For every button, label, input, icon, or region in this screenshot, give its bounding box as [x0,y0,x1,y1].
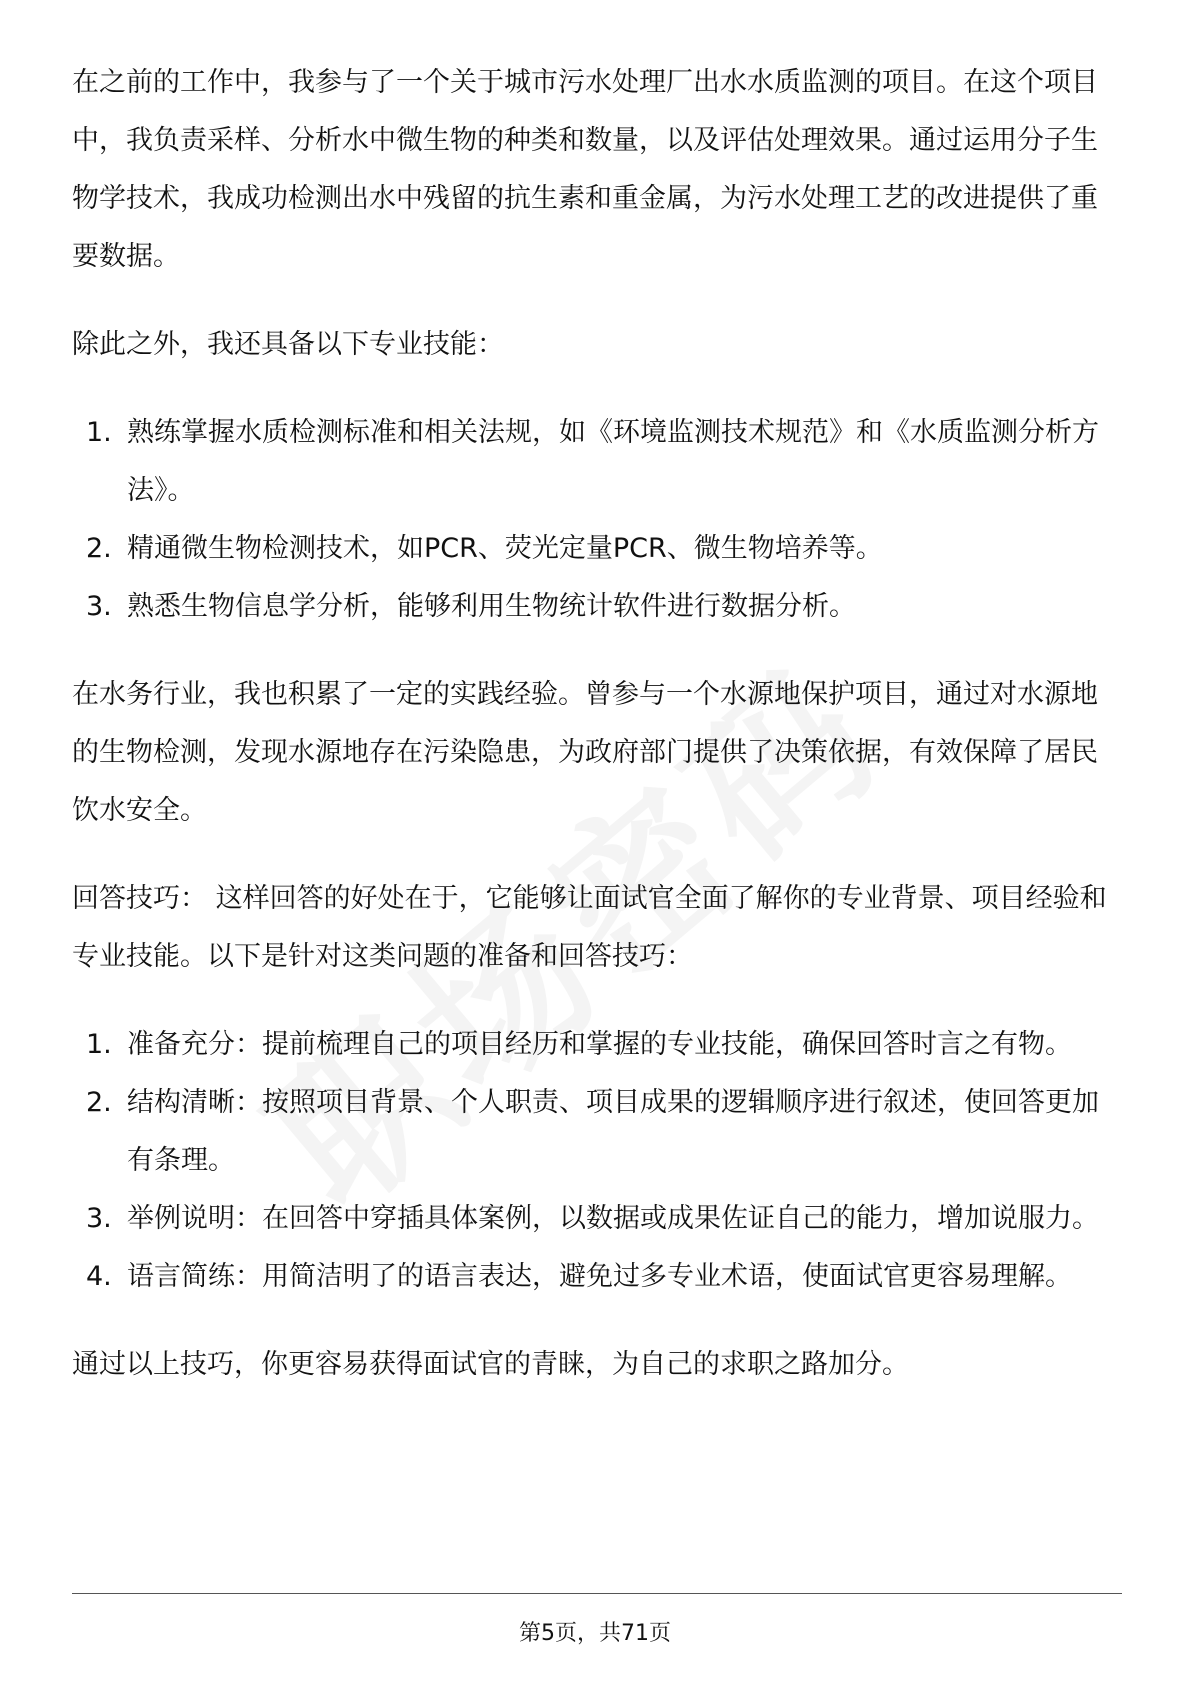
list-item-text: 熟练掌握水质检测标准和相关法规，如《环境监测技术规范》和《水质监测分析方法》。 [127,417,1099,506]
skills-list [72,404,1122,636]
list-item [72,404,1122,520]
list-item [72,1074,1122,1190]
page-content [72,54,1122,1424]
list-item [72,1190,1122,1248]
list-item-text: 熟悉生物信息学分析，能够利用生物统计软件进行数据分析。 [127,591,856,622]
list-item-text: 举例说明：在回答中穿插具体案例，以数据或成果佐证自己的能力，增加说服力。 [127,1203,1099,1234]
paragraph-conclusion: 通过以上技巧，你更容易获得面试官的青睐，为自己的求职之路加分。 [72,1349,909,1380]
list-item-number: 3. [86,1203,112,1234]
paragraph-industry-experience: 在水务行业，我也积累了一定的实践经验。曾参与一个水源地保护项目，通过对水源地的生物检测，发现水源地存在污染隐患，为政府部门提供了决策依据，有效保障了居民饮水安全。 [72,679,1098,826]
list-item [72,578,1122,636]
list-item-number: 1. [86,1029,112,1060]
list-item-text: 语言简练：用简洁明了的语言表达，避免过多专业术语，使面试官更容易理解。 [127,1261,1072,1292]
paragraph-project-experience: 在之前的工作中，我参与了一个关于城市污水处理厂出水水质监测的项目。在这个项目中，我负责采样、分析水中微生物的种类和数量，以及评估处理效果。通过运用分子生物学技术，我成功检测出水中残留的抗生素和重金属，为污水处理工艺的改进提供了重要数据。 [72,67,1098,272]
list-item-text: 精通微生物检测技术，如PCR、荧光定量PCR、微生物培养等。 [127,533,883,564]
paragraph-skills-intro: 除此之外，我还具备以下专业技能： [72,329,504,360]
list-item-number: 1. [86,417,112,448]
paragraph-answer-tips: 回答技巧： 这样回答的好处在于，它能够让面试官全面了解你的专业背景、项目经验和专业技能。以下是针对这类问题的准备和回答技巧： [72,883,1107,972]
list-item [72,520,1122,578]
tips-list [72,1016,1122,1306]
list-item-text: 结构清晰：按照项目背景、个人职责、项目成果的逻辑顺序进行叙述，使回答更加有条理。 [127,1087,1099,1176]
list-item-number: 2. [86,1087,112,1118]
list-item [72,1016,1122,1074]
list-item-number: 3. [86,591,112,622]
footer-divider [72,1593,1122,1594]
list-item-number: 4. [86,1261,112,1292]
list-item [72,1248,1122,1306]
list-item-number: 2. [86,533,112,564]
page-number: 第5页，共71页 [519,1621,671,1646]
list-item-text: 准备充分：提前梳理自己的项目经历和掌握的专业技能，确保回答时言之有物。 [127,1029,1072,1060]
